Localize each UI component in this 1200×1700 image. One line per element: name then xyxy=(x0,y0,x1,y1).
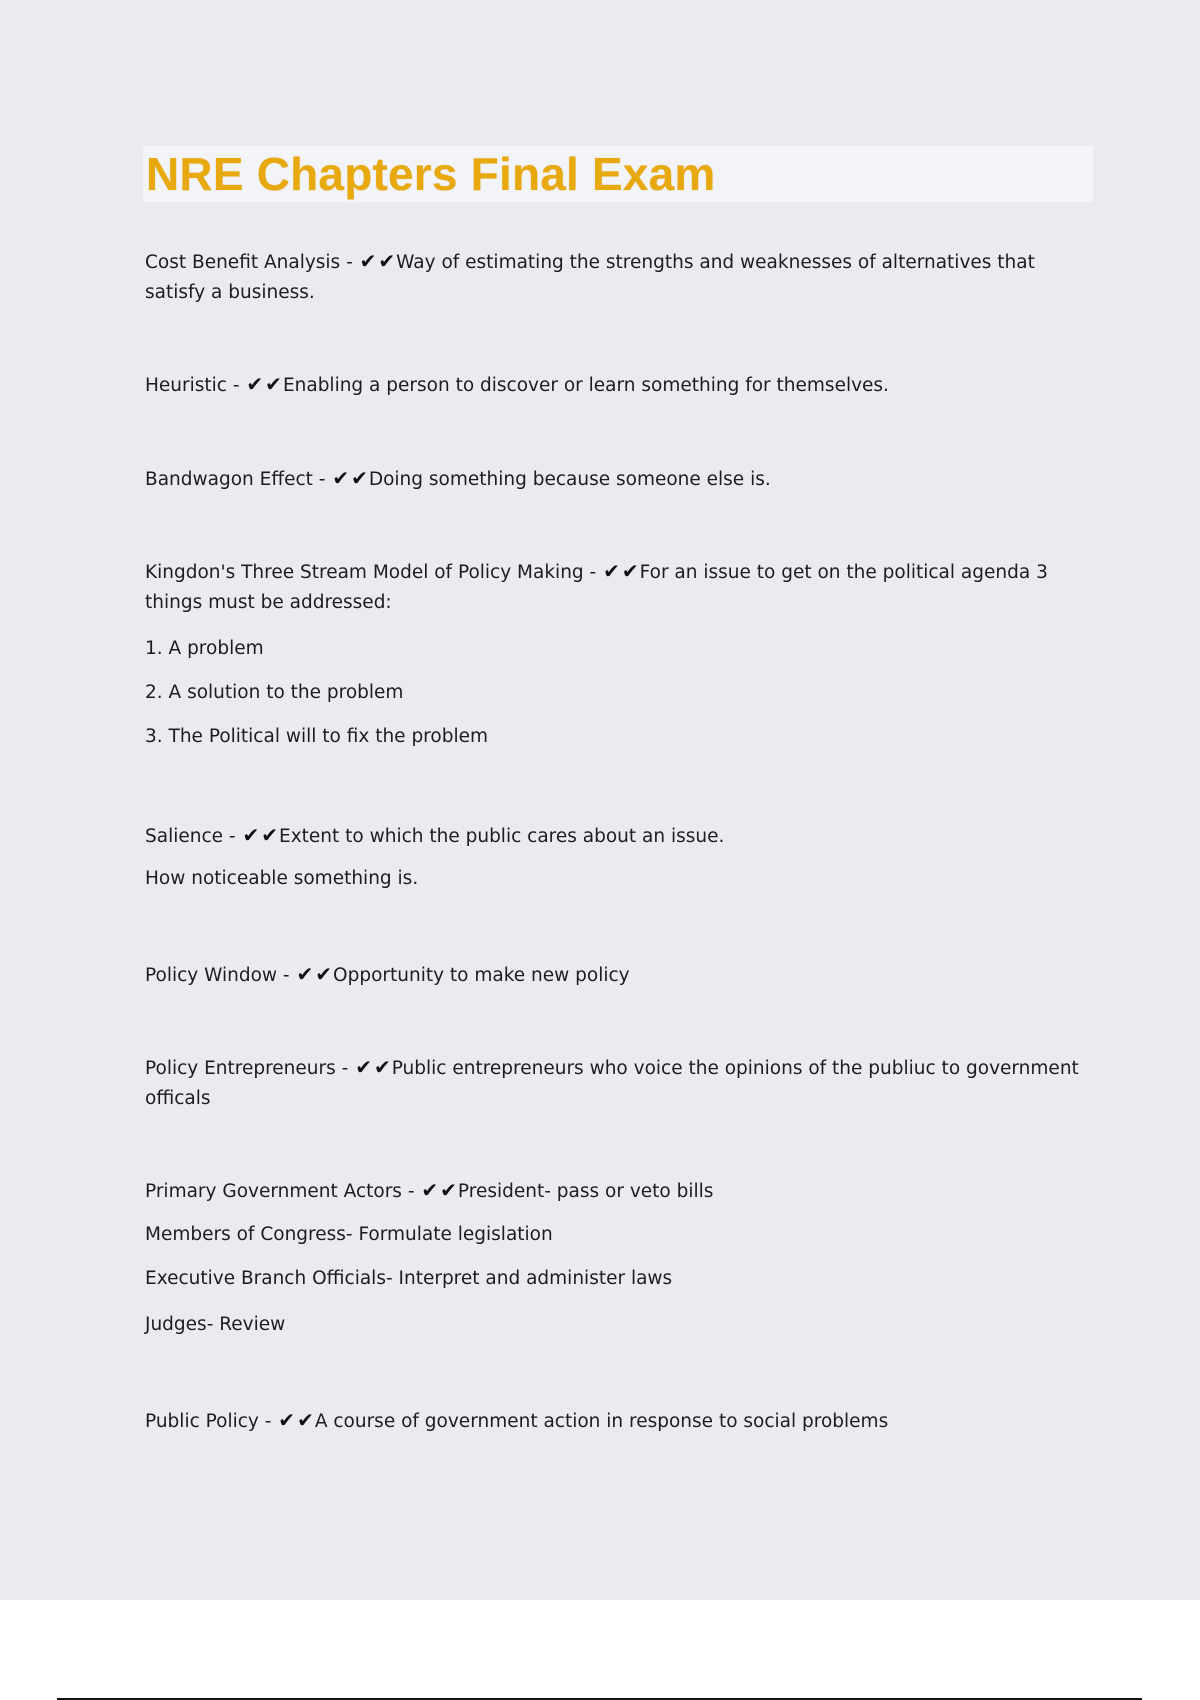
entry-detail-line: Members of Congress- Formulate legislation xyxy=(145,1224,553,1245)
check-icon: ✔ xyxy=(265,372,282,396)
entry-term: Kingdon's Three Stream Model of Policy Making xyxy=(145,562,584,583)
entry-line xyxy=(145,1405,1095,1437)
entry-detail-line: 3. The Political will to fix the problem xyxy=(145,726,488,747)
check-icon: ✔ xyxy=(421,1178,439,1202)
term-separator: - xyxy=(277,965,296,986)
entry-term: Primary Government Actors xyxy=(145,1181,402,1202)
term-separator: - xyxy=(401,1181,421,1202)
entry-term: Public Policy xyxy=(145,1411,259,1432)
entry-detail-line: Executive Branch Officials- Interpret and administer laws xyxy=(145,1268,673,1289)
check-icon: ✔ xyxy=(355,1055,372,1079)
entry-detail-line: 1. A problem xyxy=(145,638,264,659)
flashcard-entry xyxy=(145,1175,1095,1207)
term-separator: - xyxy=(223,826,242,847)
flashcard-entry xyxy=(145,1405,1095,1437)
entry-detail-line: How noticeable something is. xyxy=(145,868,419,889)
check-icon: ✔ xyxy=(278,1408,296,1432)
entry-line xyxy=(145,820,1095,852)
check-icon: ✔ xyxy=(297,1408,314,1432)
check-icon: ✔ xyxy=(440,1178,457,1202)
entry-term: Heuristic xyxy=(145,375,227,396)
entry-line xyxy=(145,369,1095,401)
flashcard-entry xyxy=(145,246,1095,308)
term-separator: - xyxy=(583,562,603,583)
flashcard-entry xyxy=(145,463,1095,495)
entry-line xyxy=(145,959,1095,991)
flashcard-entry xyxy=(145,959,1095,991)
check-icon: ✔ xyxy=(332,466,350,490)
entry-term: Policy Window xyxy=(145,965,278,986)
entry-line xyxy=(145,246,1095,308)
entry-line xyxy=(145,556,1095,618)
entry-definition: Opportunity to make new policy xyxy=(333,965,630,986)
check-icon: ✔ xyxy=(261,823,278,847)
entry-definition: For an issue to get on the political agenda 3 things must be addressed: xyxy=(145,562,1048,613)
term-separator: - xyxy=(226,375,246,396)
entry-term: Policy Entrepreneurs xyxy=(145,1058,336,1079)
entry-definition: Enabling a person to discover or learn something for themselves. xyxy=(282,375,889,396)
entry-line xyxy=(145,1052,1095,1114)
flashcard-entry xyxy=(145,556,1095,618)
flashcard-entry xyxy=(145,820,1095,852)
entry-definition: Extent to which the public cares about an issue. xyxy=(279,826,725,847)
check-icon: ✔ xyxy=(242,823,260,847)
check-icon: ✔ xyxy=(351,466,368,490)
entry-detail-line: 2. A solution to the problem xyxy=(145,682,404,703)
term-separator: - xyxy=(258,1411,278,1432)
entry-line xyxy=(145,463,1095,495)
check-icon: ✔ xyxy=(373,1055,391,1079)
check-icon: ✔ xyxy=(246,372,264,396)
check-icon: ✔ xyxy=(315,962,333,986)
flashcard-entry xyxy=(145,369,1095,401)
entry-definition: Way of estimating the strengths and weaknesses of alternatives that satisfy a business. xyxy=(145,252,1035,303)
entry-detail-line: Judges- Review xyxy=(145,1314,286,1335)
check-icon: ✔ xyxy=(359,249,377,273)
document-title: NRE Chapters Final Exam xyxy=(146,148,716,200)
entry-term: Bandwagon Effect xyxy=(145,469,313,490)
check-icon: ✔ xyxy=(296,962,314,986)
entry-line xyxy=(145,1175,1095,1207)
entry-definition: President- pass or veto bills xyxy=(457,1181,714,1202)
check-icon: ✔ xyxy=(378,249,396,273)
term-separator: - xyxy=(312,469,332,490)
entry-definition: A course of government action in response to social problems xyxy=(314,1411,889,1432)
term-separator: - xyxy=(340,252,359,273)
check-icon: ✔ xyxy=(603,559,620,583)
entry-term: Salience xyxy=(145,826,224,847)
entry-definition: Public entrepreneurs who voice the opinions of the publiuc to government officals xyxy=(145,1058,1079,1109)
check-icon: ✔ xyxy=(621,559,639,583)
entry-term: Cost Benefit Analysis xyxy=(145,252,341,273)
flashcard-entry xyxy=(145,1052,1095,1114)
entry-definition: Doing something because someone else is. xyxy=(368,469,771,490)
term-separator: - xyxy=(335,1058,355,1079)
